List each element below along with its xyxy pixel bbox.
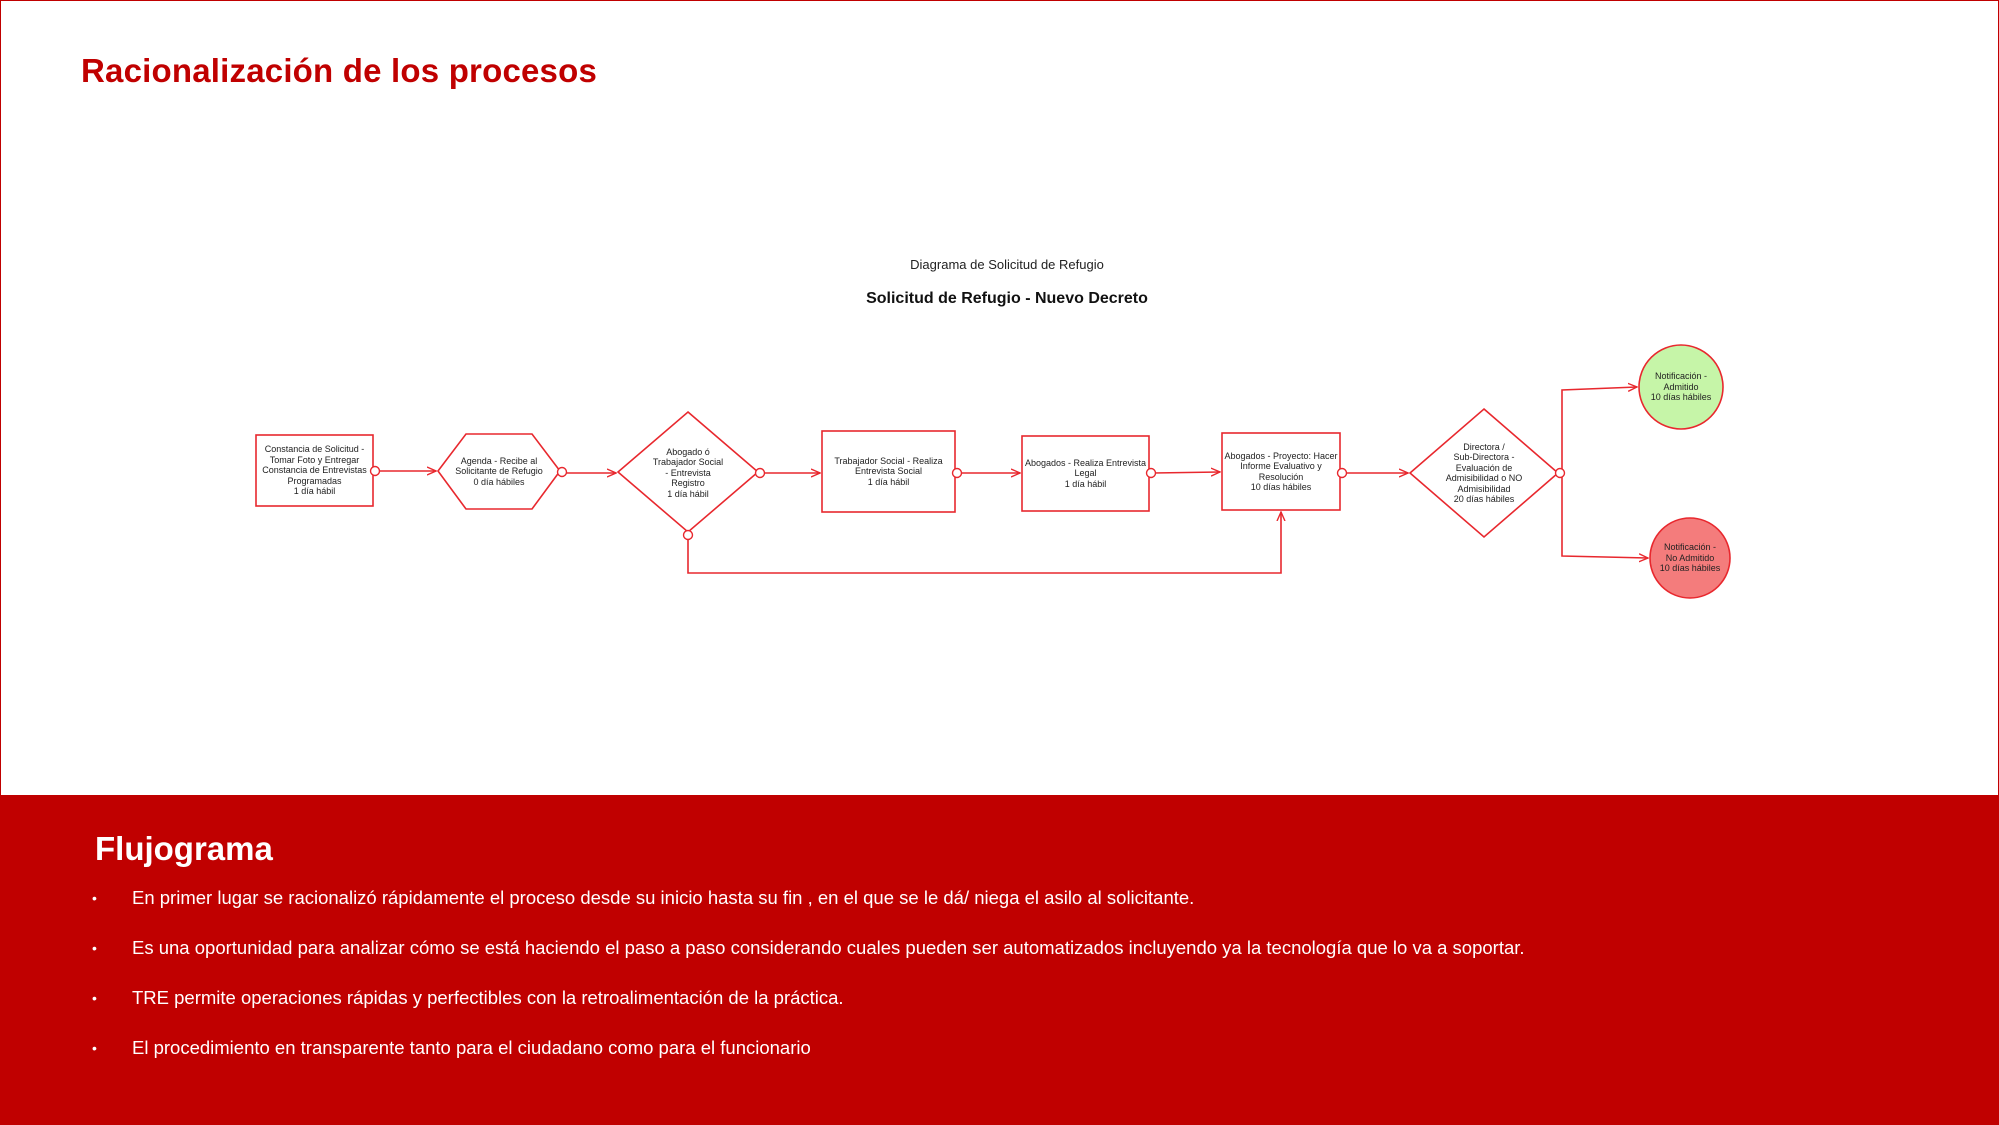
bullet-icon: • (92, 990, 97, 1006)
bullet-text: En primer lugar se racionalizó rápidamente el proceso desde su inicio hasta su fin , en el que se le dá/ niega el asilo al solicitante. (132, 887, 1195, 908)
node-n5-label: Abogados - Realiza Entrevista Legal 1 día hábil (1024, 457, 1147, 489)
node-n4-label: Trabajador Social - Realiza Entrevista Social 1 día hábil (834, 455, 943, 487)
bullet-icon: • (92, 890, 97, 906)
section-title: Flujograma (95, 830, 273, 867)
connector-dot (953, 469, 962, 478)
bullet-text: El procedimiento en transparente tanto para el ciudadano como para el funcionario (132, 1037, 811, 1058)
node-n8-label: Notificación - Admitido 10 días hábiles (1650, 371, 1712, 403)
bullet-item (92, 887, 1525, 937)
bullet-item (92, 1037, 1525, 1087)
connector-dot (558, 468, 567, 477)
node-n6-label: Abogados - Proyecto: Hacer Informe Evaluativo y Resolución 10 días hábiles (1224, 450, 1338, 492)
diagram-title: Solicitud de Refugio - Nuevo Decreto (866, 290, 1148, 307)
connector-dot (1556, 469, 1565, 478)
bullet-icon: • (92, 1040, 97, 1056)
bullet-icon: • (92, 940, 97, 956)
node-n7-label: Directora / Sub-Directora - Evaluación de Admisibilidad o NO Admisibilidad 20 días hábiles (1445, 441, 1523, 504)
edge-n7-n9 (1562, 473, 1648, 558)
connector-dot (1147, 469, 1156, 478)
bullet-text: Es una oportunidad para analizar cómo se está haciendo el paso a paso considerando cuales pueden ser automatizados incluyendo ya la tecnología que lo va a soportar. (132, 937, 1525, 958)
edge-n7-n8 (1562, 387, 1637, 473)
connector-dot (371, 467, 380, 476)
edge-n3-n6 (688, 512, 1281, 573)
connector-dot (1338, 469, 1347, 478)
connector-dot (756, 469, 765, 478)
connector-dot (684, 531, 693, 540)
edge-n5-n6 (1153, 472, 1220, 473)
node-n3-label: Abogado ó Trabajador Social - Entrevista Registro 1 día hábil (652, 446, 724, 499)
flujograma-panel (0, 795, 1999, 1125)
bullet-text: TRE permite operaciones rápidas y perfectibles con la retroalimentación de la práctica. (132, 987, 844, 1008)
bullet-list (92, 887, 1525, 1087)
diagram-caption: Diagrama de Solicitud de Refugio (910, 257, 1104, 272)
bullet-item (92, 987, 1525, 1037)
page-title: Racionalización de los procesos (81, 52, 598, 89)
node-n9-label: Notificación - No Admitido 10 días hábiles (1659, 542, 1721, 574)
node-n1-label: Constancia de Solicitud - Tomar Foto y Entregar Constancia de Entrevistas Programadas 1 día hábil (262, 444, 367, 497)
node-n2-label: Agenda - Recibe al Solicitante de Refugio 0 día hábiles (455, 455, 543, 487)
bullet-item (92, 937, 1525, 987)
